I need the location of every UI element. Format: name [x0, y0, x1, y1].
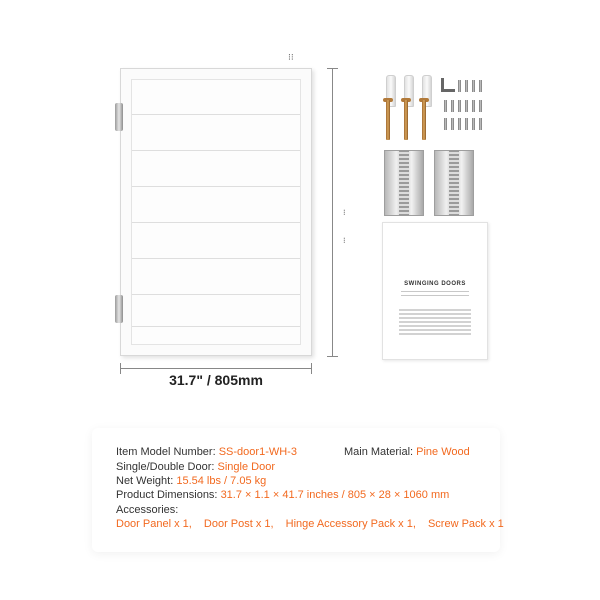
door-slat: [132, 114, 300, 115]
allen-key-icon: [441, 78, 455, 92]
door-slat: [132, 294, 300, 295]
accessory-item: Screw Pack x 1: [427, 518, 504, 530]
model-number-row: [116, 446, 297, 458]
small-screw-icon: [451, 100, 454, 112]
small-screw-icon: [479, 118, 482, 130]
small-screw-icon: [465, 100, 468, 112]
model-number-value: SS-door1-WH-3: [218, 446, 297, 458]
net-weight-label: Net Weight:: [116, 475, 174, 487]
hinge-spring-icon: [449, 150, 459, 216]
small-screw-icon: [472, 118, 475, 130]
material-value: Pine Wood: [416, 446, 470, 458]
height-dimension-tick: [327, 356, 338, 357]
small-screw-icon: [465, 118, 468, 130]
small-screw-icon: [444, 100, 447, 112]
dimensions-row: [116, 489, 449, 501]
width-dimension-line: [120, 368, 312, 369]
box-title: SWINGING DOORS: [404, 281, 466, 287]
height-dimension-line: [332, 68, 333, 356]
box-paragraph: [399, 329, 471, 331]
box-paragraph: [399, 313, 471, 315]
height-dimension-mark: ⁝: [343, 236, 346, 245]
door-slat: [132, 258, 300, 259]
door-type-value: Single Door: [217, 461, 275, 473]
door-slat: [132, 186, 300, 187]
box-paragraph: [399, 333, 471, 335]
material-label: Main Material:: [344, 446, 414, 458]
accessory-item: Door Post x 1,: [203, 518, 274, 530]
net-weight-row: [116, 475, 266, 487]
top-dimension-marks: ⁝⁝: [288, 52, 294, 62]
small-screw-icon: [458, 80, 461, 92]
height-dimension-mark: ⁝: [343, 208, 346, 217]
box-text-line: [401, 291, 469, 292]
small-screw-icon: [479, 100, 482, 112]
box-paragraph: [399, 325, 471, 327]
accessory-pack-box: [382, 222, 488, 360]
door-hinge-top: [115, 103, 123, 131]
accessories-label: Accessories:: [116, 504, 179, 516]
accessories-list: [116, 518, 513, 530]
width-dimension-label: 31.7" / 805mm: [169, 372, 263, 388]
door-type-label: Single/Double Door:: [116, 461, 215, 473]
small-screw-icon: [451, 118, 454, 130]
box-text-line: [401, 295, 469, 296]
door-slat: [132, 326, 300, 327]
door-type-row: [116, 461, 275, 473]
model-number-label: Item Model Number:: [116, 446, 216, 458]
material-row: [344, 446, 470, 458]
small-screw-icon: [472, 80, 475, 92]
height-dimension-tick: [327, 68, 338, 69]
box-paragraph: [399, 317, 471, 319]
long-screw-icon: [404, 100, 408, 140]
box-paragraph: [399, 321, 471, 323]
door-inner-panel: [131, 79, 301, 345]
hinge-spring-icon: [399, 150, 409, 216]
small-screw-icon: [465, 80, 468, 92]
long-screw-icon: [386, 100, 390, 140]
small-screw-icon: [458, 100, 461, 112]
accessory-item: Hinge Accessory Pack x 1,: [285, 518, 416, 530]
small-screw-icon: [472, 100, 475, 112]
small-screw-icon: [458, 118, 461, 130]
door-hinge-bottom: [115, 295, 123, 323]
dimensions-value: 31.7 × 1.1 × 41.7 inches / 805 × 28 × 1060 mm: [220, 489, 450, 501]
long-screw-icon: [422, 100, 426, 140]
dimensions-label: Product Dimensions:: [116, 489, 218, 501]
door-slat: [132, 150, 300, 151]
small-screw-icon: [479, 80, 482, 92]
small-screw-icon: [444, 118, 447, 130]
door-slat: [132, 222, 300, 223]
accessory-item: Door Panel x 1,: [116, 518, 192, 530]
box-paragraph: [399, 309, 471, 311]
door-panel-image: [120, 68, 312, 356]
net-weight-value: 15.54 lbs / 7.05 kg: [176, 475, 267, 487]
